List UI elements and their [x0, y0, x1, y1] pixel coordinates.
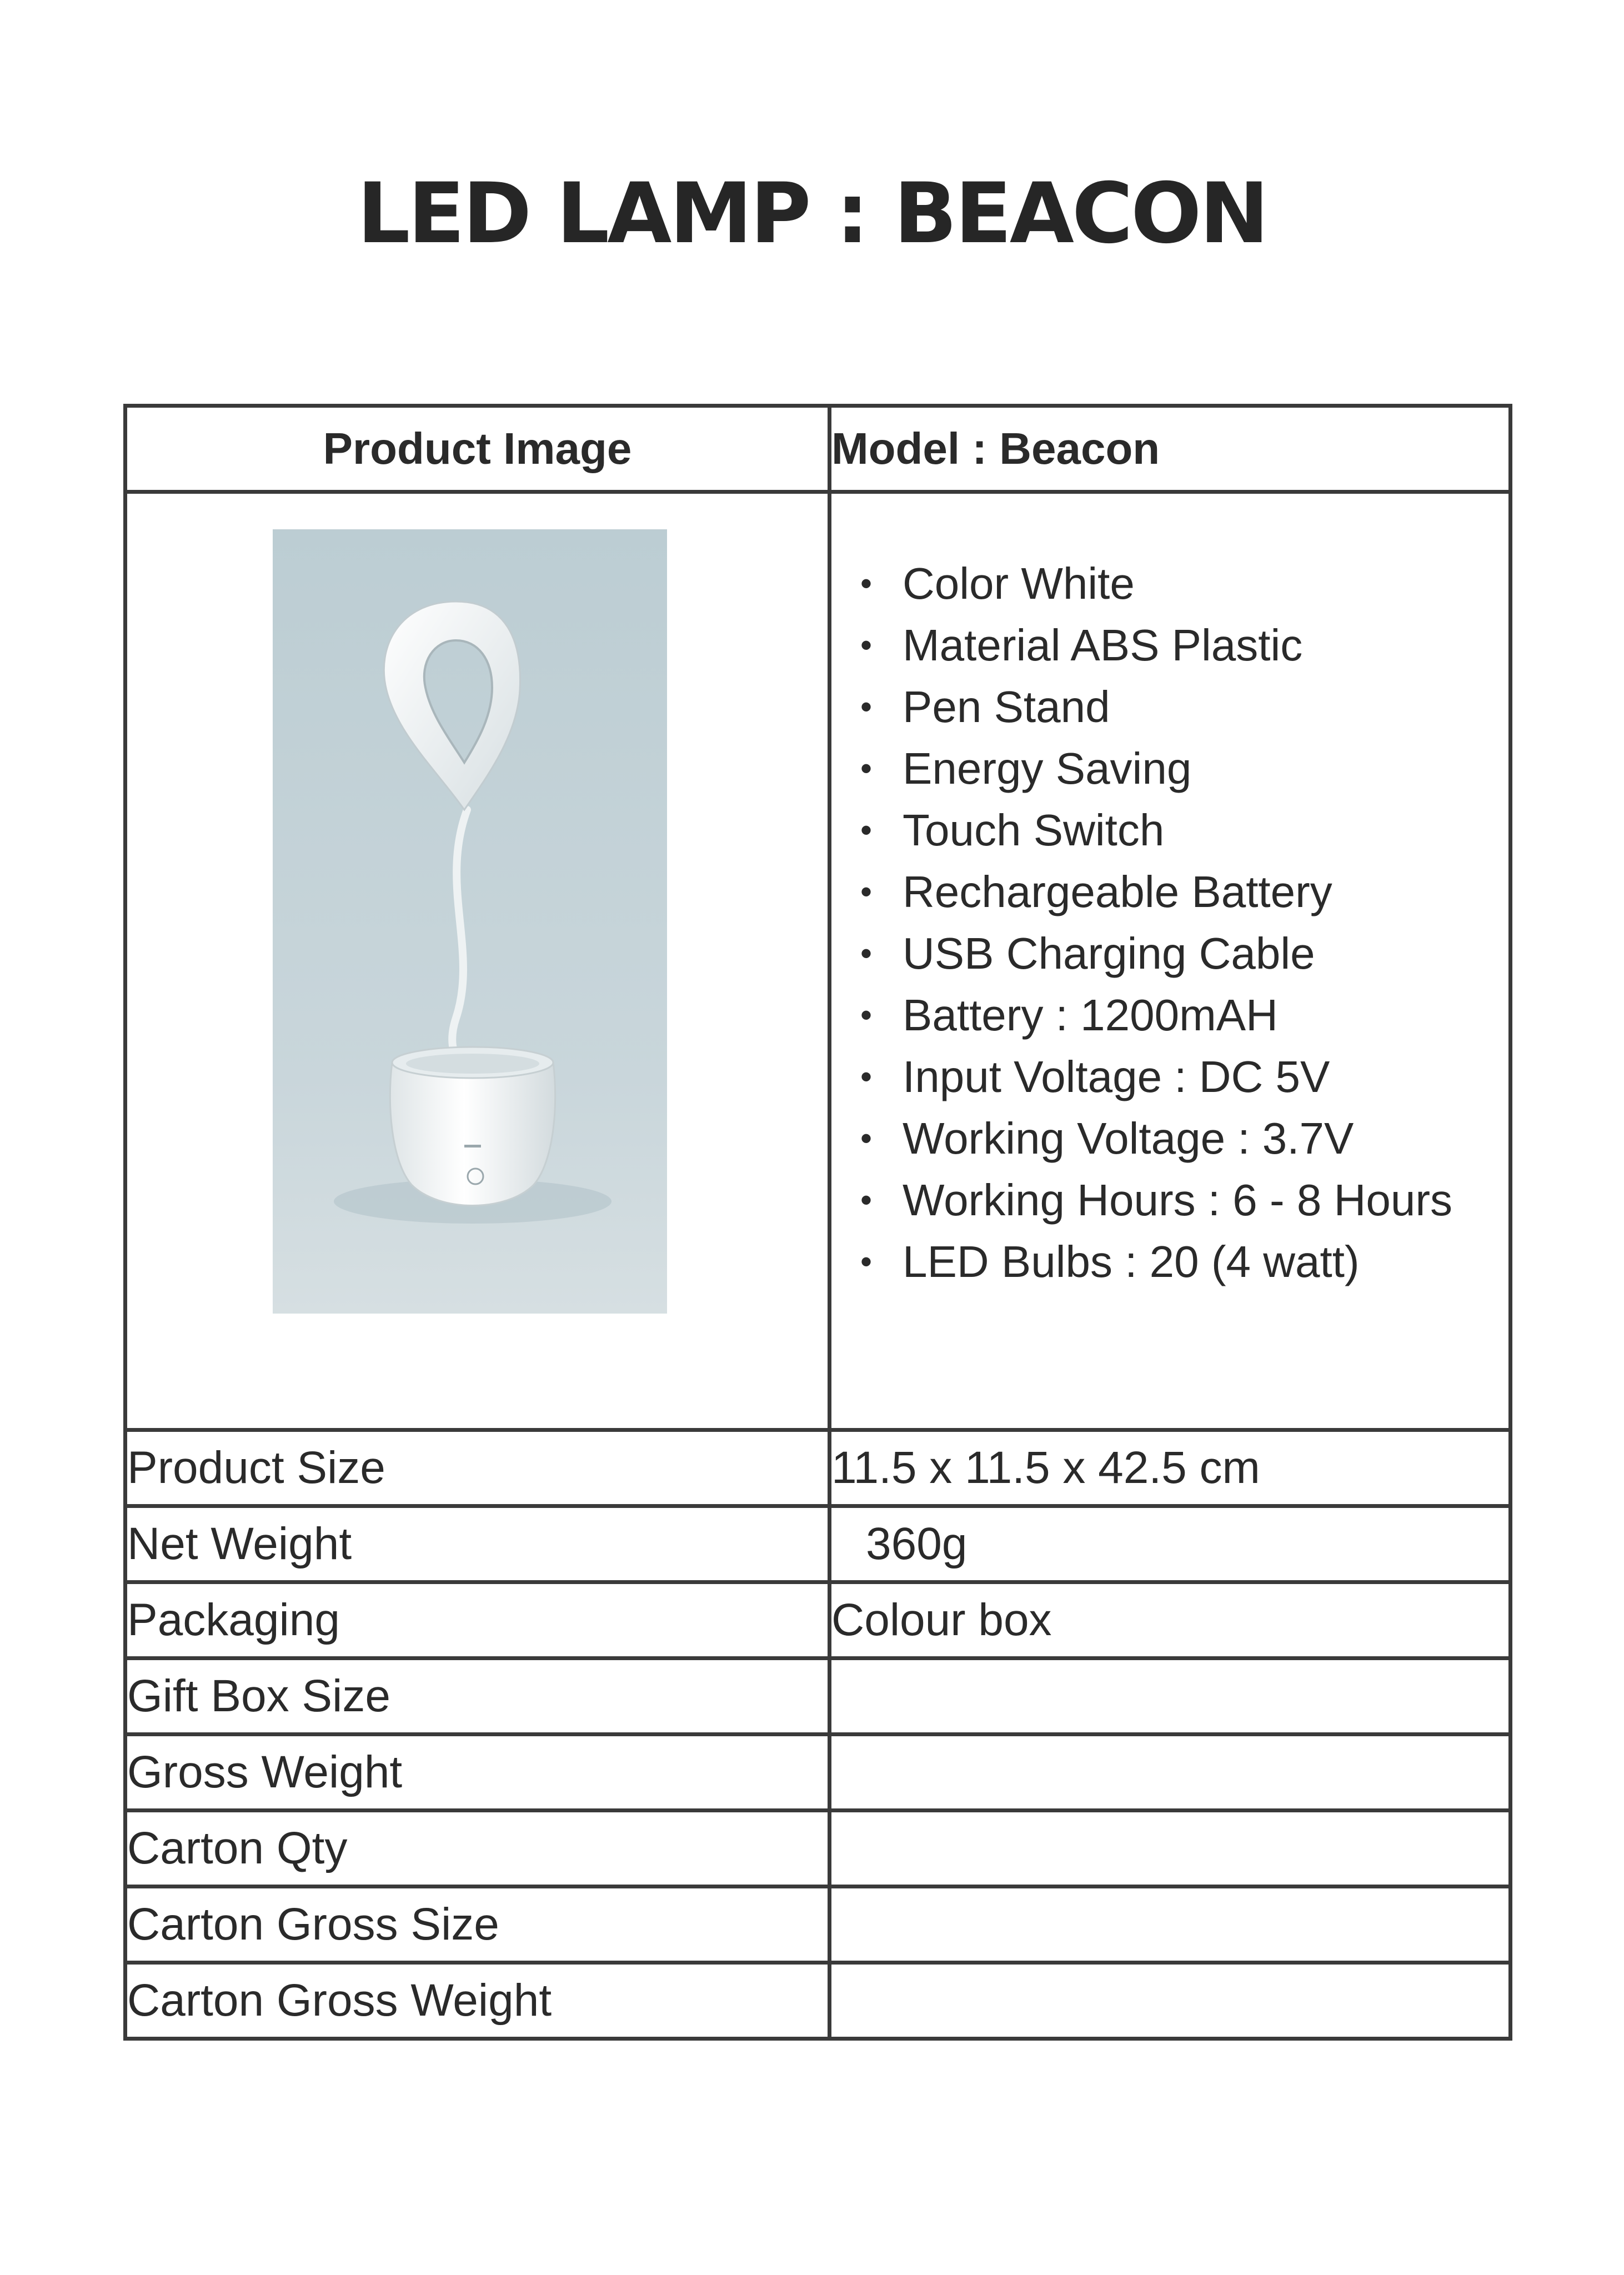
feature-item: • Touch Switch	[860, 799, 1508, 861]
spec-label: Net Weight	[126, 1506, 830, 1582]
spec-row-carton-gross-weight	[126, 1963, 1511, 2039]
spec-value	[830, 1963, 1511, 2039]
features-cell	[830, 492, 1511, 1430]
feature-item: • LED Bulbs : 20 (4 watt)	[860, 1231, 1508, 1292]
spec-label: Carton Gross Weight	[126, 1963, 830, 2039]
feature-item: • Working Hours : 6 - 8 Hours	[860, 1169, 1508, 1231]
spec-label: Gross Weight	[126, 1735, 830, 1811]
spec-value: 11.5 x 11.5 x 42.5 cm	[830, 1430, 1511, 1506]
table-header-row	[126, 406, 1511, 492]
lamp-base-opening-inner	[406, 1054, 539, 1074]
product-photo	[273, 529, 667, 1314]
spec-value: Colour box	[830, 1582, 1511, 1658]
product-image-cell	[126, 492, 830, 1430]
spec-label: Carton Qty	[126, 1811, 830, 1887]
spec-row-product-size	[126, 1430, 1511, 1506]
feature-list	[831, 494, 1508, 1292]
feature-item: • Pen Stand	[860, 676, 1508, 738]
spec-label: Carton Gross Size	[126, 1887, 830, 1963]
header-model: Model : Beacon	[830, 406, 1511, 492]
spec-value	[830, 1811, 1511, 1887]
spec-value	[830, 1658, 1511, 1735]
feature-item: • Color White	[860, 553, 1508, 614]
page-title: LED LAMP : BEACON	[357, 166, 1267, 262]
spec-label: Packaging	[126, 1582, 830, 1658]
spec-table	[123, 404, 1512, 2041]
spec-row-net-weight	[126, 1506, 1511, 1582]
feature-item: • USB Charging Cable	[860, 923, 1508, 984]
spec-label: Gift Box Size	[126, 1658, 830, 1735]
spec-value	[830, 1735, 1511, 1811]
lamp-brand-mark	[464, 1145, 481, 1147]
product-content-row	[126, 492, 1511, 1430]
spec-row-gift-box-size	[126, 1658, 1511, 1735]
feature-item: • Battery : 1200mAH	[860, 984, 1508, 1046]
feature-item: • Rechargeable Battery	[860, 861, 1508, 923]
spec-value: 360g	[830, 1506, 1511, 1582]
spec-row-carton-gross-size	[126, 1887, 1511, 1963]
feature-item: • Input Voltage : DC 5V	[860, 1046, 1508, 1108]
feature-item: • Energy Saving	[860, 738, 1508, 799]
feature-item: • Material ABS Plastic	[860, 614, 1508, 676]
spec-row-packaging	[126, 1582, 1511, 1658]
spec-row-gross-weight	[126, 1735, 1511, 1811]
spec-row-carton-qty	[126, 1811, 1511, 1887]
feature-item: • Working Voltage : 3.7V	[860, 1108, 1508, 1169]
spec-label: Product Size	[126, 1430, 830, 1506]
header-product-image: Product Image	[126, 406, 830, 492]
spec-value	[830, 1887, 1511, 1963]
